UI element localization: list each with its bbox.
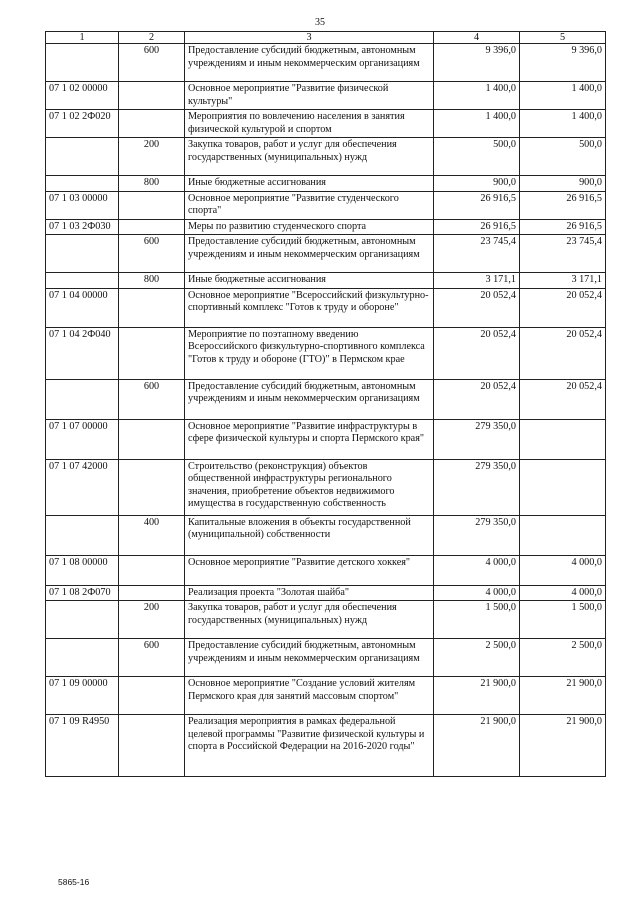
amount-col4-cell: 1 400,0 [434, 110, 520, 138]
description-cell: Основное мероприятие "Развитие студенческого спорта" [185, 191, 434, 219]
table-row [46, 82, 606, 110]
code-cell [46, 515, 119, 555]
description-cell: Основное мероприятие "Развитие инфраструктуры в сфере физической культуры и спорта Пермского края" [185, 419, 434, 459]
amount-col4-cell: 1 500,0 [434, 601, 520, 639]
table-row [46, 288, 606, 327]
amount-col5-cell: 900,0 [520, 176, 606, 192]
table-row [46, 219, 606, 235]
table-row [46, 273, 606, 289]
header-col-5: 5 [520, 32, 606, 44]
code-cell: 07 1 03 00000 [46, 191, 119, 219]
expense-type-cell: 600 [119, 639, 185, 677]
expense-type-cell: 600 [119, 379, 185, 419]
description-cell: Меры по развитию студенческого спорта [185, 219, 434, 235]
description-cell: Предоставление субсидий бюджетным, автономным учреждениям и иным некоммерческим организациям [185, 44, 434, 82]
description-cell: Предоставление субсидий бюджетным, автономным учреждениям и иным некоммерческим организациям [185, 379, 434, 419]
amount-col4-cell: 2 500,0 [434, 639, 520, 677]
amount-col5-cell: 4 000,0 [520, 555, 606, 585]
table-row [46, 110, 606, 138]
description-cell: Основное мероприятие "Создание условий жителям Пермского края для занятий массовым спортом" [185, 677, 434, 715]
footer-code: 5865-16 [58, 877, 90, 887]
code-cell: 07 1 08 2Ф070 [46, 585, 119, 601]
amount-col5-cell: 23 745,4 [520, 235, 606, 273]
description-cell: Иные бюджетные ассигнования [185, 273, 434, 289]
expense-type-cell: 400 [119, 515, 185, 555]
amount-col5-cell [520, 459, 606, 515]
table-row [46, 379, 606, 419]
amount-col4-cell: 500,0 [434, 138, 520, 176]
description-cell: Реализация мероприятия в рамках федеральной целевой программы "Развитие физической культуры и спорта в Российской Федерации на 2016-2020 годы" [185, 715, 434, 777]
expense-type-cell: 800 [119, 273, 185, 289]
description-cell: Закупка товаров, работ и услуг для обеспечения государственных (муниципальных) нужд [185, 138, 434, 176]
code-cell [46, 176, 119, 192]
table-row [46, 555, 606, 585]
header-col-1: 1 [46, 32, 119, 44]
amount-col5-cell: 20 052,4 [520, 288, 606, 327]
amount-col5-cell: 1 400,0 [520, 110, 606, 138]
code-cell [46, 273, 119, 289]
amount-col5-cell: 4 000,0 [520, 585, 606, 601]
expense-type-cell [119, 191, 185, 219]
description-cell: Капитальные вложения в объекты государственной (муниципальной) собственности [185, 515, 434, 555]
table-row [46, 677, 606, 715]
amount-col4-cell: 20 052,4 [434, 327, 520, 379]
code-cell: 07 1 04 2Ф040 [46, 327, 119, 379]
table-row [46, 235, 606, 273]
code-cell: 07 1 09 00000 [46, 677, 119, 715]
description-cell: Реализация проекта "Золотая шайба" [185, 585, 434, 601]
expense-type-cell [119, 585, 185, 601]
code-cell [46, 639, 119, 677]
amount-col4-cell: 900,0 [434, 176, 520, 192]
description-cell: Иные бюджетные ассигнования [185, 176, 434, 192]
code-cell: 07 1 07 00000 [46, 419, 119, 459]
amount-col4-cell: 3 171,1 [434, 273, 520, 289]
table-row [46, 639, 606, 677]
header-col-2: 2 [119, 32, 185, 44]
amount-col5-cell [520, 419, 606, 459]
expense-type-cell [119, 288, 185, 327]
amount-col4-cell: 26 916,5 [434, 191, 520, 219]
amount-col4-cell: 20 052,4 [434, 288, 520, 327]
description-cell: Основное мероприятие "Всероссийский физкультурно-спортивный комплекс "Готов к труду и обороне" [185, 288, 434, 327]
description-cell: Закупка товаров, работ и услуг для обеспечения государственных (муниципальных) нужд [185, 601, 434, 639]
amount-col4-cell: 279 350,0 [434, 419, 520, 459]
amount-col5-cell: 21 900,0 [520, 677, 606, 715]
amount-col4-cell: 4 000,0 [434, 585, 520, 601]
expense-type-cell: 800 [119, 176, 185, 192]
code-cell [46, 235, 119, 273]
amount-col5-cell: 20 052,4 [520, 327, 606, 379]
expense-type-cell [119, 110, 185, 138]
amount-col4-cell: 26 916,5 [434, 219, 520, 235]
amount-col4-cell: 21 900,0 [434, 715, 520, 777]
table-row [46, 44, 606, 82]
expense-type-cell [119, 419, 185, 459]
expense-type-cell [119, 459, 185, 515]
header-col-4: 4 [434, 32, 520, 44]
description-cell: Основное мероприятие "Развитие физической культуры" [185, 82, 434, 110]
table-row [46, 585, 606, 601]
expense-type-cell: 200 [119, 138, 185, 176]
amount-col4-cell: 20 052,4 [434, 379, 520, 419]
amount-col4-cell: 23 745,4 [434, 235, 520, 273]
description-cell: Предоставление субсидий бюджетным, автономным учреждениям и иным некоммерческим организациям [185, 235, 434, 273]
code-cell: 07 1 03 2Ф030 [46, 219, 119, 235]
expense-type-cell [119, 219, 185, 235]
expense-type-cell [119, 555, 185, 585]
amount-col4-cell: 279 350,0 [434, 515, 520, 555]
header-row [46, 32, 606, 44]
amount-col4-cell: 279 350,0 [434, 459, 520, 515]
table-row [46, 515, 606, 555]
code-cell: 07 1 07 42000 [46, 459, 119, 515]
table-row [46, 327, 606, 379]
code-cell: 07 1 08 00000 [46, 555, 119, 585]
expense-type-cell: 600 [119, 44, 185, 82]
expense-type-cell [119, 677, 185, 715]
amount-col5-cell: 500,0 [520, 138, 606, 176]
amount-col4-cell: 1 400,0 [434, 82, 520, 110]
description-cell: Основное мероприятие "Развитие детского хоккея" [185, 555, 434, 585]
header-col-3: 3 [185, 32, 434, 44]
description-cell: Предоставление субсидий бюджетным, автономным учреждениям и иным некоммерческим организациям [185, 639, 434, 677]
amount-col4-cell: 9 396,0 [434, 44, 520, 82]
amount-col5-cell: 9 396,0 [520, 44, 606, 82]
amount-col5-cell: 3 171,1 [520, 273, 606, 289]
amount-col5-cell: 1 500,0 [520, 601, 606, 639]
expense-type-cell [119, 327, 185, 379]
amount-col5-cell: 2 500,0 [520, 639, 606, 677]
table-row [46, 419, 606, 459]
expense-type-cell: 600 [119, 235, 185, 273]
budget-table [45, 31, 606, 777]
amount-col4-cell: 4 000,0 [434, 555, 520, 585]
code-cell [46, 379, 119, 419]
description-cell: Мероприятие по поэтапному введению Всероссийского физкультурно-спортивного комплекса "Готов к труду и обороне (ГТО)" в Пермском крае [185, 327, 434, 379]
code-cell [46, 44, 119, 82]
code-cell [46, 601, 119, 639]
expense-type-cell [119, 82, 185, 110]
code-cell: 07 1 02 00000 [46, 82, 119, 110]
table-row [46, 138, 606, 176]
table-row [46, 601, 606, 639]
amount-col5-cell: 26 916,5 [520, 191, 606, 219]
table-row [46, 176, 606, 192]
table-row [46, 191, 606, 219]
expense-type-cell: 200 [119, 601, 185, 639]
description-cell: Строительство (реконструкция) объектов общественной инфраструктуры регионального значения, приобретение объектов недвижимого имущества в государственную собственность [185, 459, 434, 515]
description-cell: Мероприятия по вовлечению населения в занятия физической культурой и спортом [185, 110, 434, 138]
code-cell [46, 138, 119, 176]
code-cell: 07 1 02 2Ф020 [46, 110, 119, 138]
amount-col5-cell [520, 515, 606, 555]
table-row [46, 459, 606, 515]
code-cell: 07 1 04 00000 [46, 288, 119, 327]
code-cell: 07 1 09 R4950 [46, 715, 119, 777]
amount-col5-cell: 21 900,0 [520, 715, 606, 777]
amount-col5-cell: 20 052,4 [520, 379, 606, 419]
amount-col5-cell: 26 916,5 [520, 219, 606, 235]
amount-col5-cell: 1 400,0 [520, 82, 606, 110]
expense-type-cell [119, 715, 185, 777]
amount-col4-cell: 21 900,0 [434, 677, 520, 715]
table-row [46, 715, 606, 777]
page-number: 35 [315, 17, 325, 28]
